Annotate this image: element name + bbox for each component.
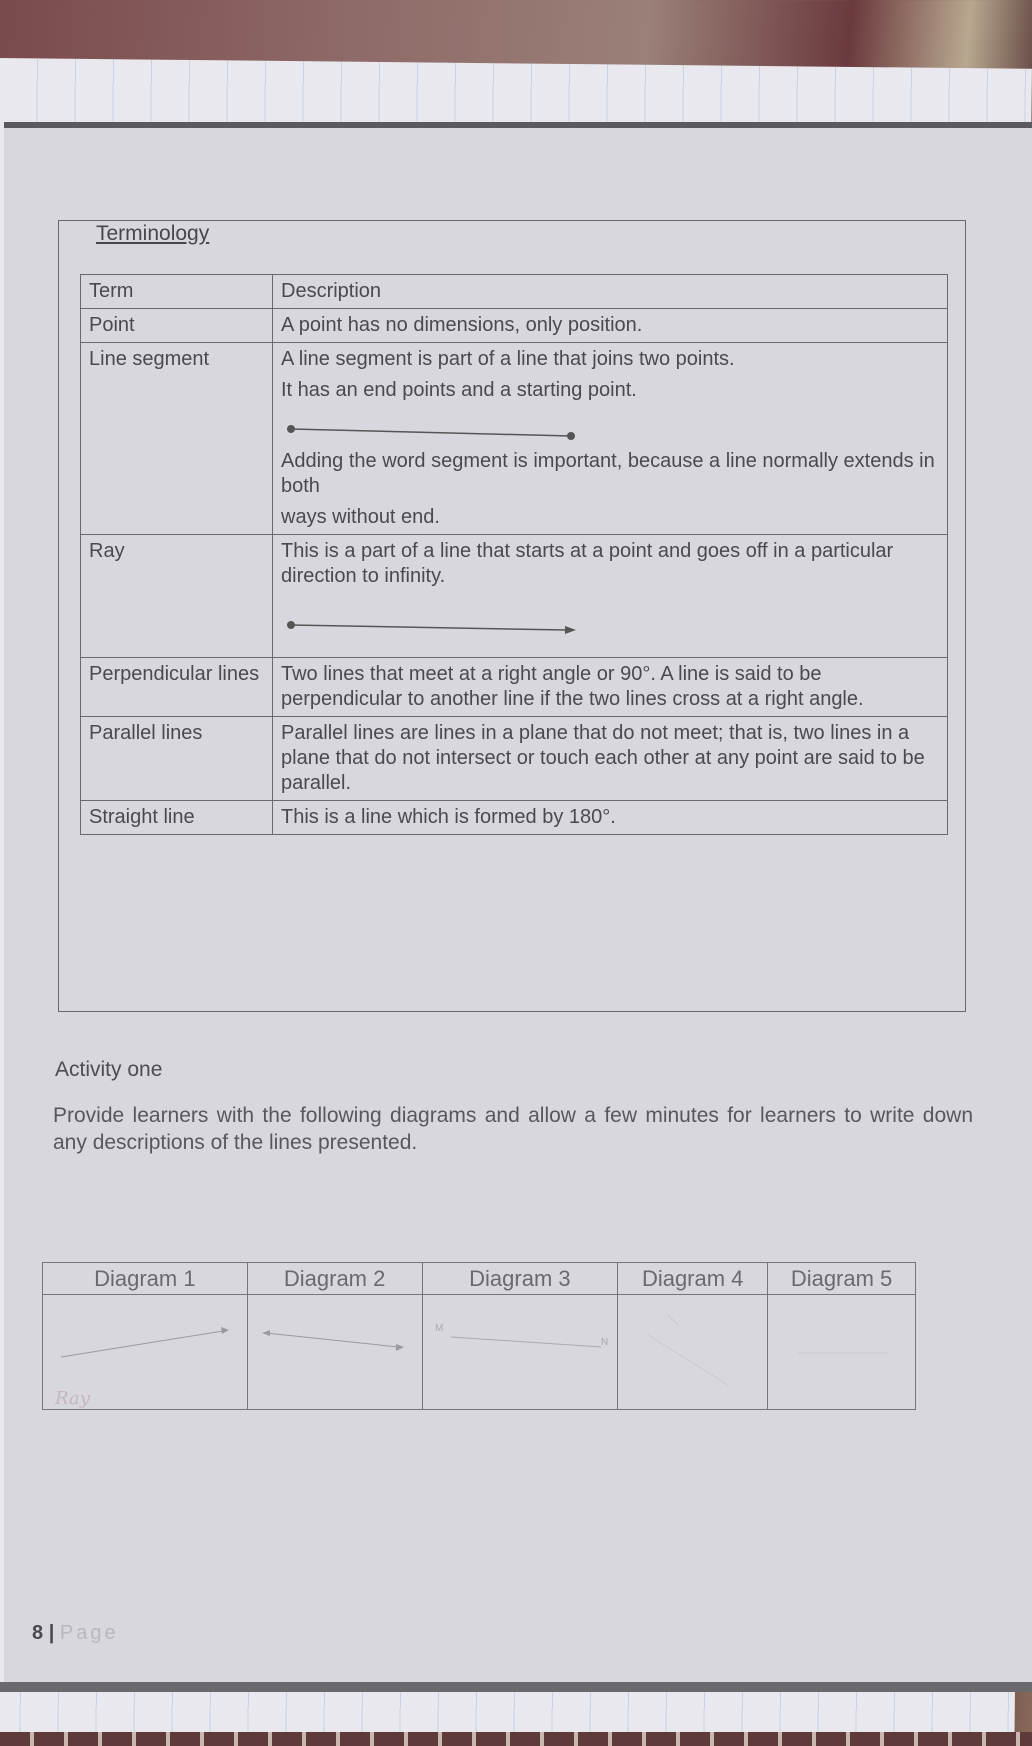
diagrams-table [42, 1262, 916, 1410]
description-line: This is a part of a line that starts at a point and goes off in a particular direction to infinity. [281, 540, 894, 587]
description-cell: Parallel lines are lines in a plane that do not meet; that is, two lines in a plane that do not intersect or touch each other at any point are said to be parallel. [273, 717, 948, 801]
term-cell: Ray [81, 535, 273, 658]
table-row [81, 343, 948, 535]
description-cell: A point has no dimensions, only position. [273, 309, 948, 343]
faint-perpendicular-diagram-icon [618, 1295, 767, 1409]
header-description: Description [273, 275, 948, 309]
tablecloth-edge [0, 1732, 1032, 1746]
table-row [81, 658, 948, 717]
terminology-title: Terminology [96, 222, 210, 245]
description-line: It has an end points and a starting point. [281, 379, 637, 401]
diagram-header: Diagram 4 [618, 1263, 768, 1295]
table-row [81, 535, 948, 658]
faint-line-diagram-icon [768, 1295, 915, 1409]
ray-figure [281, 593, 581, 653]
table-header-row [81, 275, 948, 309]
description-line: Adding the word segment is important, because a line normally extends in both [281, 450, 935, 497]
svg-text:N: N [600, 1337, 608, 1348]
diagram-header: Diagram 5 [768, 1263, 916, 1295]
diagram-1-cell [43, 1295, 248, 1410]
terminology-table [80, 274, 948, 835]
activity-instructions: Provide learners with the following diagrams and allow a few minutes for learners to write down any descriptions of the lines presented. [53, 1104, 973, 1154]
diagram-3-cell [422, 1295, 618, 1410]
term-cell: Parallel lines [81, 717, 273, 801]
line-diagram-icon [248, 1295, 422, 1409]
description-line: A line segment is part of a line that joins two points. [281, 348, 735, 370]
diagram-2-cell [247, 1295, 422, 1410]
table-row [81, 717, 948, 801]
diagram-header: Diagram 1 [43, 1263, 248, 1295]
diagram-5-cell [768, 1295, 916, 1410]
segment-diagram-icon [423, 1295, 618, 1409]
header-term: Term [81, 275, 273, 309]
svg-text:M: M [434, 1323, 443, 1334]
activity-title: Activity one [55, 1058, 163, 1081]
table-row [81, 801, 948, 835]
table-row [81, 309, 948, 343]
diagram-header: Diagram 2 [247, 1263, 422, 1295]
description-cell: Two lines that meet at a right angle or 90°. A line is said to be perpendicular to another line if the two lines cross at a right angle. [273, 658, 948, 717]
description-cell [273, 343, 948, 535]
term-cell: Point [81, 309, 273, 343]
description-cell: This is a line which is formed by 180°. [273, 801, 948, 835]
diagrams-row [43, 1295, 916, 1410]
diagram-header: Diagram 3 [422, 1263, 618, 1295]
page-label: Page [59, 1622, 119, 1644]
line-segment-figure [281, 409, 581, 445]
diagrams-header-row [43, 1263, 916, 1295]
page-bottom-border [0, 1682, 1032, 1692]
diagram-4-cell [618, 1295, 768, 1410]
description-cell [273, 535, 948, 658]
page-separator: | [48, 1622, 55, 1644]
page-number: 8 [32, 1622, 44, 1644]
handwritten-answer: Ray [55, 1388, 90, 1409]
term-cell: Straight line [81, 801, 273, 835]
description-line: ways without end. [281, 506, 440, 528]
term-cell: Line segment [81, 343, 273, 535]
page-footer [32, 1622, 119, 1645]
term-cell: Perpendicular lines [81, 658, 273, 717]
